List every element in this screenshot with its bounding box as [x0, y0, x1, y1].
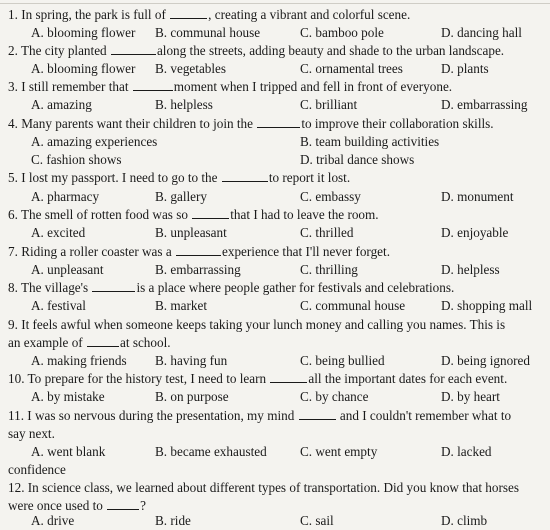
question-9 [8, 317, 505, 332]
option-d: D. helpless [441, 262, 500, 277]
option-d: D. by heart [441, 389, 500, 404]
question-11-continued: say next. [8, 426, 55, 441]
option-b: B. communal house [155, 25, 261, 40]
answer-blank[interactable] [192, 207, 229, 219]
option-d: D. monument [441, 189, 514, 204]
option-b: B. unpleasant [155, 225, 227, 240]
question-text: along the streets, adding beauty and shade to the urban landscape. [156, 43, 505, 58]
question-12 [8, 480, 519, 495]
question-number: 10. [8, 371, 25, 386]
answer-blank[interactable] [92, 280, 135, 292]
question-number: 1. [8, 7, 18, 22]
option-c: C. went empty [300, 444, 378, 459]
question-text: Many parents want their children to join the [21, 116, 254, 131]
question-text: and I couldn't remember what to [339, 408, 512, 423]
option-b: B. vegetables [155, 61, 227, 76]
answer-blank[interactable] [222, 170, 268, 182]
option-d: D. climb [441, 513, 488, 528]
option-b: B. gallery [155, 189, 208, 204]
option-a: A. amazing [31, 97, 92, 112]
question-text: In spring, the park is full of [21, 7, 166, 22]
answer-blank[interactable] [111, 43, 156, 55]
question-text: moment when I tripped and fell in front of everyone. [173, 79, 453, 94]
question-9-continued [8, 335, 171, 350]
option-d: D. enjoyable [441, 225, 509, 240]
option-a: A. blooming flower [31, 61, 136, 76]
question-text: , creating a vibrant and colorful scene. [208, 7, 411, 22]
question-number: 3. [8, 79, 18, 94]
question-11 [8, 408, 511, 423]
option-d: D. plants [441, 61, 489, 76]
option-c: C. bamboo pole [300, 25, 384, 40]
question-text: all the important dates for each event. [308, 371, 508, 386]
question-6 [8, 207, 379, 222]
question-text: I still remember that [21, 79, 129, 94]
option-c: C. brilliant [300, 97, 358, 112]
option-d: D. embarrassing [441, 97, 528, 112]
question-number: 9. [8, 317, 18, 332]
answer-blank[interactable] [107, 498, 139, 510]
question-text: is a place where people gather for festivals and celebrations. [136, 280, 455, 295]
question-3 [8, 79, 452, 94]
question-text: I was so nervous during the presentation, my mind [27, 408, 295, 423]
option-a: A. excited [31, 225, 86, 240]
option-a: A. by mistake [31, 389, 105, 404]
option-b: B. ride [155, 513, 191, 528]
option-b: B. helpless [155, 97, 213, 112]
question-text: that I had to leave the room. [230, 207, 379, 222]
question-number: 12. [8, 480, 25, 495]
question-text: The village's [20, 280, 89, 295]
question-text: To prepare for the history test, I need to learn [27, 371, 267, 386]
option-d: D. tribal dance shows [300, 152, 415, 167]
question-8 [8, 280, 454, 295]
option-b: B. market [155, 298, 208, 313]
option-a: A. unpleasant [31, 262, 104, 277]
option-c: C. by chance [300, 389, 369, 404]
question-text: experience that I'll never forget. [222, 244, 390, 259]
question-text: Riding a roller coaster was a [21, 244, 172, 259]
question-5 [8, 170, 350, 185]
option-b: B. team building activities [300, 134, 440, 149]
question-2 [8, 43, 504, 58]
option-d: D. lacked [441, 444, 492, 459]
option-a: A. drive [31, 513, 75, 528]
question-number: 6. [8, 207, 18, 222]
answer-blank[interactable] [170, 7, 207, 19]
question-number: 8. [8, 280, 18, 295]
question-text: were once used to [8, 498, 103, 513]
question-text: ? [140, 498, 146, 513]
option-b: B. having fun [155, 353, 228, 368]
option-c: C. sail [300, 513, 334, 528]
answer-blank[interactable] [87, 335, 119, 347]
question-text: In science class, we learned about different types of transportation. Did you know that horses [27, 480, 519, 495]
option-a: A. went blank [31, 444, 106, 459]
question-text: to report it lost. [268, 170, 351, 185]
question-number: 7. [8, 244, 18, 259]
question-number: 5. [8, 170, 18, 185]
option-c: C. communal house [300, 298, 406, 313]
question-text: It feels awful when someone keeps taking your lunch money and calling you names. This is [21, 317, 506, 332]
option-a: A. making friends [31, 353, 127, 368]
answer-blank[interactable] [257, 116, 300, 128]
option-c: C. fashion shows [31, 152, 122, 167]
option-a: A. pharmacy [31, 189, 100, 204]
answer-blank[interactable] [270, 371, 307, 383]
question-text: to improve their collaboration skills. [301, 116, 494, 131]
option-c: C. thrilled [300, 225, 354, 240]
option-a: A. festival [31, 298, 86, 313]
question-text: The city planted [20, 43, 107, 58]
option-a: A. amazing experiences [31, 134, 158, 149]
question-12-continued [8, 498, 146, 513]
question-4 [8, 116, 494, 131]
option-b: B. on purpose [155, 389, 229, 404]
question-number: 11. [8, 408, 24, 423]
question-1 [8, 7, 410, 22]
option-b: B. embarrassing [155, 262, 241, 277]
option-d-continued: confidence [8, 462, 66, 477]
answer-blank[interactable] [176, 244, 221, 256]
option-c: C. ornamental trees [300, 61, 403, 76]
question-text: at school. [120, 335, 171, 350]
question-text: an example of [8, 335, 83, 350]
option-d: D. being ignored [441, 353, 530, 368]
option-c: C. thrilling [300, 262, 358, 277]
option-a: A. blooming flower [31, 25, 136, 40]
answer-blank[interactable] [299, 408, 336, 420]
question-text: The smell of rotten food was so [20, 207, 188, 222]
option-d: D. shopping mall [441, 298, 533, 313]
option-c: C. embassy [300, 189, 361, 204]
answer-blank[interactable] [133, 79, 173, 91]
question-10 [8, 371, 507, 386]
question-text: I lost my passport. I need to go to the [21, 170, 218, 185]
option-c: C. being bullied [300, 353, 385, 368]
option-b: B. became exhausted [155, 444, 267, 459]
question-7 [8, 244, 390, 259]
question-number: 2. [8, 43, 18, 58]
question-number: 4. [8, 116, 18, 131]
option-d: D. dancing hall [441, 25, 522, 40]
